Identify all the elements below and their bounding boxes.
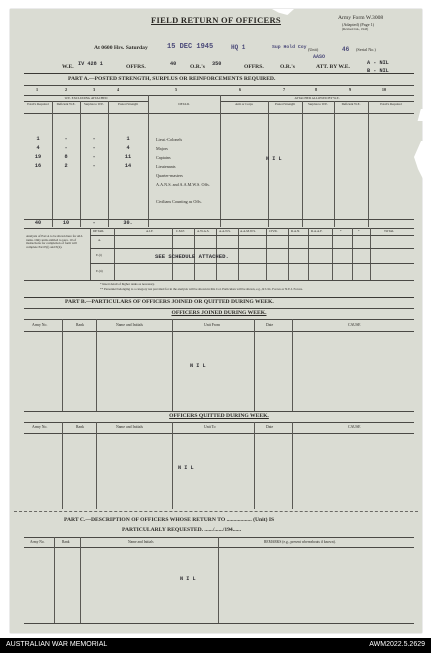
- we-excluding-attached: W.E. EXCLUDING ATTACHED: [64, 96, 108, 100]
- rank-lieutenants: Lieutenants: [156, 164, 176, 169]
- form-title: FIELD RETURN OF OFFICERS: [151, 15, 281, 25]
- part-c-col-rank: Rank: [62, 540, 70, 544]
- row1-deficient: -: [64, 136, 68, 142]
- part-c-col-remarks: REMARKS (e.g., present whereabouts if known).: [264, 540, 336, 544]
- att-value-a: A - NIL: [367, 60, 389, 66]
- footer-institution: AUSTRALIAN WAR MEMORIAL: [6, 641, 108, 648]
- rank-captains: Captains: [156, 155, 171, 160]
- adapted-label: (Adapted) (Page 1): [342, 22, 375, 27]
- serial-label: (Serial No.): [356, 47, 376, 52]
- subheader-surplus: Surplus to W.E.: [83, 102, 104, 106]
- row2-posted: 4: [126, 145, 130, 151]
- rank-quartermasters: Quarter-masters: [156, 173, 183, 178]
- row3-posted: 11: [124, 154, 132, 160]
- detail-header: DETAIL: [178, 102, 190, 106]
- row1-estab: 1: [36, 136, 40, 142]
- archive-footer: [0, 638, 431, 653]
- col-number-4: 4: [116, 87, 120, 92]
- row3-deficient: 8: [64, 154, 68, 160]
- row2-deficient: -: [64, 145, 68, 151]
- row2-surplus: -: [92, 145, 96, 151]
- rank-civilians: Civilians Counting as Offs.: [156, 199, 202, 204]
- footnote-higher-ranks: * Insert detail of higher ranks as necessary.: [100, 282, 155, 286]
- att-label: ATT. BY W.E.: [316, 64, 350, 70]
- row3-estab: 19: [34, 154, 42, 160]
- part-b-heading: PART B.—PARTICULARS OF OFFICERS JOINED OR QUITTED DURING WEEK.: [65, 299, 274, 305]
- footnote-category: ** Personnel belonging to a category not provided for in the analysis will be shown in this Col. Particulars will be shown, e.g., R U.K. Forces or N.E.I. Forces.: [100, 287, 303, 291]
- col-number-6: 6: [238, 87, 242, 92]
- quitted-col-rank: Rank: [76, 425, 85, 429]
- joined-col-rank: Rank: [76, 323, 85, 327]
- revised-label: (Revised Jan., 1943): [342, 27, 369, 31]
- part-c-col-name: Name and Initials: [128, 540, 154, 544]
- part-c-col-army-no: Army No.: [30, 540, 45, 544]
- row2-estab: 4: [36, 145, 40, 151]
- quitted-col-name: Name and Initials: [116, 425, 143, 429]
- col-number-8: 8: [314, 87, 318, 92]
- unit-stamp: Sup Hold Coy: [272, 45, 307, 50]
- subheader-estab-required-att: Estab's Required: [380, 102, 402, 106]
- joined-col-army-no: Army No.: [32, 323, 48, 327]
- analysis-note: Analysis of Part A to be shown here for ALL ranks. Only units entitled to para. 10 of instructions for completion of form will complete Part E(i) and E(ii).: [26, 234, 83, 250]
- quitted-nil: N I L: [178, 465, 194, 471]
- analysis-col-total: TOTAL: [384, 229, 395, 233]
- att-value-b: B - NIL: [367, 68, 389, 74]
- army-form-number: Army Form W.3008: [338, 15, 384, 21]
- ors-value: 350: [212, 61, 222, 67]
- unit-hq-stamp: HQ 1: [231, 44, 246, 51]
- analysis-col-awas: A.W.A.S.: [197, 229, 210, 233]
- analysis-col-civil: CIVIL: [269, 229, 278, 233]
- quitted-col-cause: CAUSE: [348, 425, 361, 429]
- analysis-col-aans: A.A.N.S.: [219, 229, 231, 233]
- quitted-col-unit-to: Unit To: [204, 425, 216, 429]
- joined-col-name: Name and Initials: [116, 323, 143, 327]
- joined-col-unit-from: Unit From: [204, 323, 220, 327]
- subheader-deficient: Deficient W.E.: [56, 102, 76, 106]
- row4-posted: 14: [124, 163, 132, 169]
- unit-stamp-aaso: AASO: [313, 54, 326, 60]
- col-number-7: 7: [282, 87, 286, 92]
- joined-heading: OFFICERS JOINED DURING WEEK.: [171, 310, 267, 316]
- rank-nursing-officers: A.A.N.S. and A.A.M.W.S. Offs.: [156, 182, 210, 187]
- analysis-col-aif: A.I.F.: [146, 229, 154, 233]
- row4-deficient: 2: [64, 163, 68, 169]
- total-surplus: -: [92, 220, 96, 226]
- analysis-row-eii: E.(ii): [96, 269, 103, 273]
- analysis-row-a: A.: [98, 238, 102, 242]
- ors-label-2: O.R.'s: [280, 64, 295, 70]
- subheader-posted-strength: Posted Strength: [117, 102, 139, 106]
- joined-nil: N I L: [190, 363, 206, 369]
- rank-majors: Majors: [156, 146, 168, 151]
- analysis-col-star2: *: [358, 229, 360, 233]
- analysis-row-ei: E.(i): [96, 253, 102, 257]
- row4-estab: 16: [34, 163, 42, 169]
- row4-surplus: -: [92, 163, 96, 169]
- col-number-3: 3: [92, 87, 96, 92]
- ors-label: O.R.'s: [190, 64, 205, 70]
- quitted-col-date: Date: [266, 425, 274, 429]
- joined-col-cause: CAUSE: [348, 323, 361, 327]
- quitted-heading: OFFICERS QUITTED DURING WEEK.: [169, 413, 269, 419]
- quitted-col-army-no: Army No.: [32, 425, 48, 429]
- subheader-posted-strength-att: Posted Strength: [274, 102, 296, 106]
- footer-accession-number: AWM2022.5.2629: [369, 641, 425, 648]
- part-c-heading-line1: PART C.—DESCRIPTION OF OFFICERS WHOSE RETURN TO .................. (Unit) IS: [64, 517, 275, 523]
- row1-posted: 1: [126, 136, 130, 142]
- offrs-value: 40: [170, 61, 177, 67]
- total-posted: 30.: [123, 220, 133, 226]
- analysis-col-star1: *: [340, 229, 342, 233]
- analysis-col-detail: DETAIL: [93, 229, 105, 233]
- row3-surplus: -: [92, 154, 96, 160]
- part-c-heading-line2: PARTICULARLY REQUESTED. ....../....../194......: [122, 527, 242, 533]
- col-number-10: 10: [381, 87, 387, 92]
- joined-col-date: Date: [266, 323, 274, 327]
- total-estab: 40: [34, 220, 42, 226]
- analysis-col-aamws: A.A.M.W.S.: [240, 229, 256, 233]
- time-line: At 0600 Hrs. Saturday: [94, 45, 148, 51]
- col-number-9: 9: [348, 87, 352, 92]
- part-a-heading: PART A.—POSTED STRENGTH, SURPLUS OR REINFORCEMENTS REQUIRED.: [68, 76, 276, 82]
- analysis-col-ran: R.A.N.: [291, 229, 301, 233]
- attached-nil: N I L: [266, 156, 282, 162]
- we-label: W.E.: [62, 64, 74, 70]
- col-number-1: 1: [35, 87, 39, 92]
- rank-lieut-colonels: Lieut.-Colonels: [156, 137, 183, 142]
- schedule-attached: SEE SCHEDULE ATTACHED.: [155, 253, 229, 260]
- row1-surplus: -: [92, 136, 96, 142]
- analysis-col-raaf: R.A.A.F.: [311, 229, 323, 233]
- offrs-label-2: OFFRS.: [244, 64, 264, 70]
- part-c-nil: N I L: [180, 576, 196, 582]
- subheader-estab-required: Estab's Required: [27, 102, 49, 106]
- col-number-2: 2: [64, 87, 68, 92]
- serial-value: 46: [342, 46, 350, 53]
- subheader-arm-corps: Arm or Corps: [235, 102, 253, 106]
- analysis-col-cmf: C.M.F.: [176, 229, 185, 233]
- subheader-surplus-att: Surplus to W.E.: [307, 102, 328, 106]
- col-number-5: 5: [174, 87, 178, 92]
- we-value: IV 428 1: [78, 61, 103, 67]
- attached-allowed: ATTACHED ALLOWED BY W.E.: [294, 96, 340, 100]
- offrs-label: OFFRS.: [126, 64, 146, 70]
- unit-label: (Unit): [308, 47, 319, 52]
- total-deficient: 10: [62, 220, 70, 226]
- form-sheet: [10, 9, 422, 633]
- date-stamp: 15 DEC 1945: [167, 43, 214, 51]
- subheader-deficient-att: Deficient W.E.: [341, 102, 361, 106]
